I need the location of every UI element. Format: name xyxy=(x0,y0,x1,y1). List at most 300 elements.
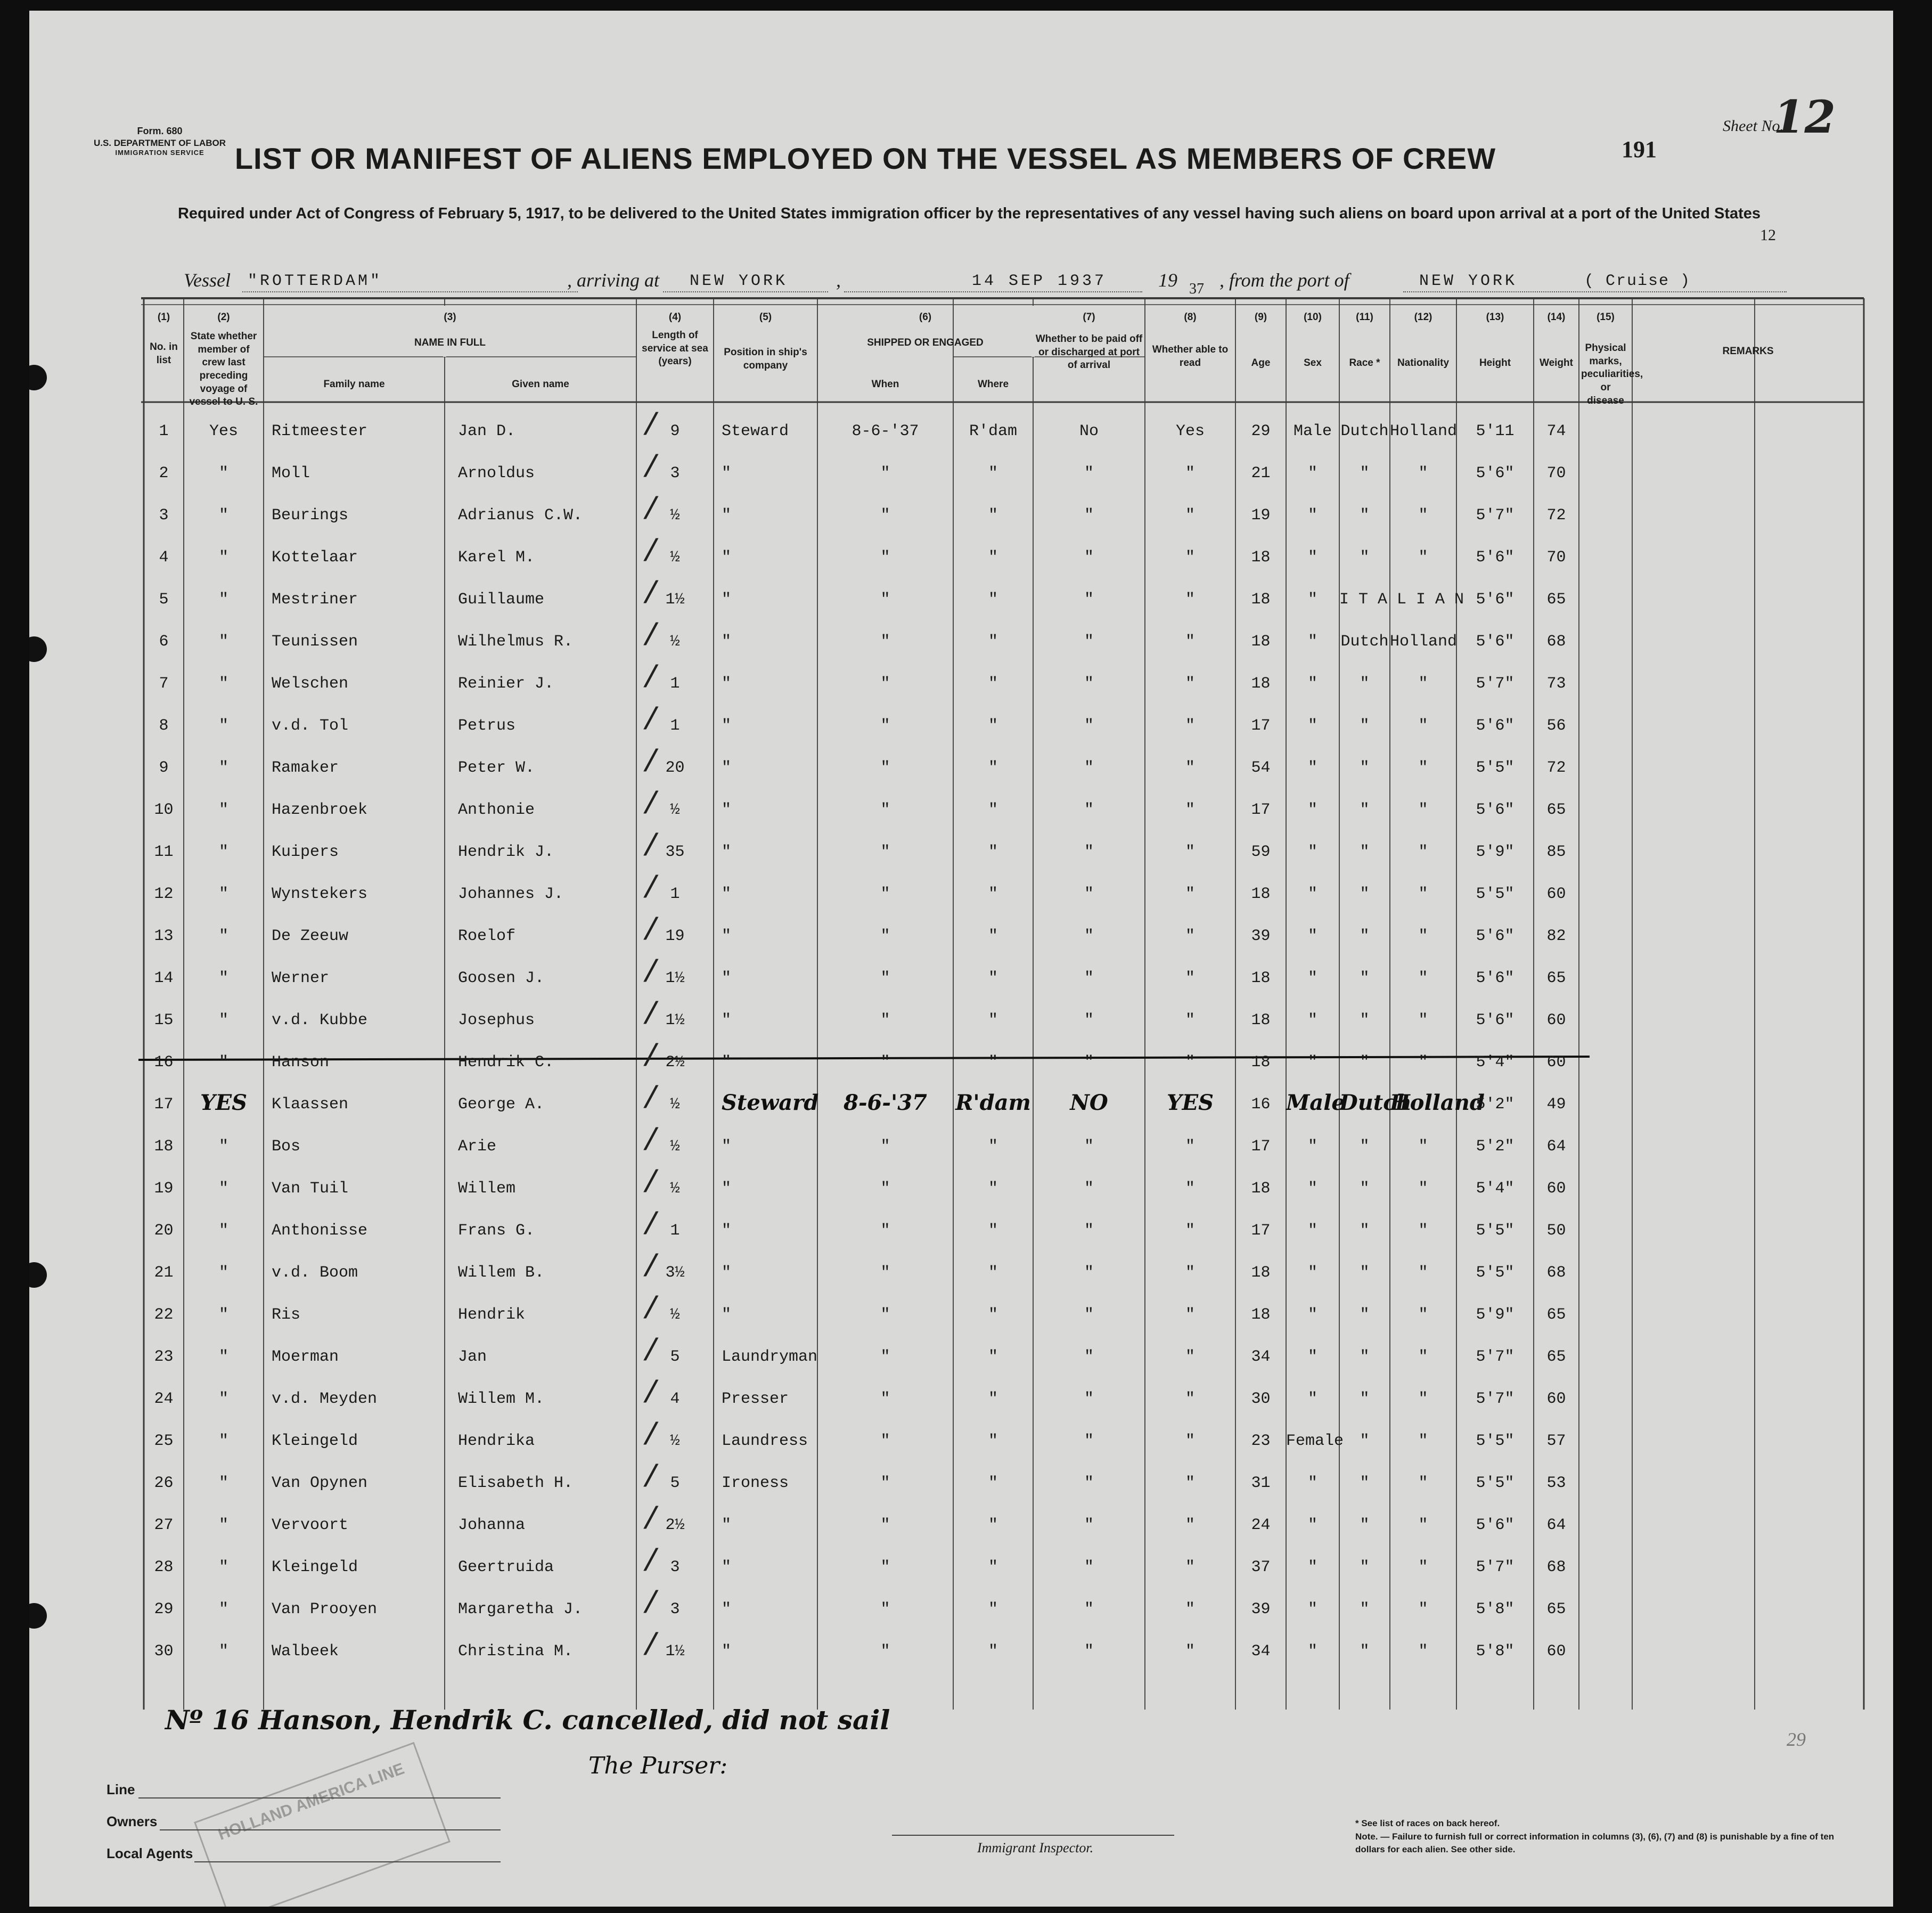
cell-height: 5'5" xyxy=(1476,1222,1515,1240)
cell-when: " xyxy=(880,969,890,987)
cell-service: ½ xyxy=(670,1432,680,1450)
cell-race: " xyxy=(1360,506,1370,525)
cell-read: " xyxy=(1185,1053,1195,1072)
vessel-label: Vessel xyxy=(184,269,231,291)
column-header: No. in list xyxy=(150,341,178,366)
cell-paid: " xyxy=(1084,1011,1094,1029)
cell-no: 10 xyxy=(154,801,174,819)
cell-age: 16 xyxy=(1251,1096,1271,1114)
cell-nationality: " xyxy=(1418,1474,1428,1492)
tally-mark: / xyxy=(642,1335,660,1370)
cell-sex: " xyxy=(1307,506,1317,525)
cell-no: 22 xyxy=(154,1306,174,1324)
cell-family: Teunissen xyxy=(272,633,358,651)
cell-race: " xyxy=(1360,1053,1370,1072)
cell-height: 5'11 xyxy=(1476,422,1515,440)
tally-mark: / xyxy=(642,1503,660,1538)
tally-mark: / xyxy=(642,1630,660,1664)
cell-where: " xyxy=(988,1474,998,1492)
cell-nationality: " xyxy=(1418,1432,1428,1450)
cell-weight: 64 xyxy=(1546,1516,1566,1534)
cell-height: 5'6" xyxy=(1476,969,1515,987)
column-number: (11) xyxy=(1356,312,1373,323)
cell-age: 29 xyxy=(1251,422,1271,440)
tally-mark: / xyxy=(642,1167,660,1201)
cell-nationality: " xyxy=(1418,1600,1428,1618)
cell-prev: " xyxy=(218,885,228,903)
cell-height: 5'5" xyxy=(1476,1264,1515,1282)
cell-paid: " xyxy=(1084,549,1094,567)
cell-position: " xyxy=(722,1138,732,1156)
cell-position: " xyxy=(722,801,732,819)
footnote-races: * See list of races on back hereof. xyxy=(1355,1818,1500,1828)
cell-read: " xyxy=(1185,759,1195,777)
cell-sex: " xyxy=(1307,843,1317,861)
cell-read: " xyxy=(1185,801,1195,819)
company-stamp: HOLLAND AMERICA LINE xyxy=(194,1742,451,1907)
cell-age: 37 xyxy=(1251,1558,1271,1576)
cell-read: " xyxy=(1185,1011,1195,1029)
cell-position: " xyxy=(722,969,732,987)
cell-age: 18 xyxy=(1251,633,1271,651)
cell-age: 39 xyxy=(1251,927,1271,945)
cell-service: ½ xyxy=(670,801,680,819)
cell-where: R'dam xyxy=(955,1090,1031,1115)
line-label: Line xyxy=(107,1781,135,1797)
cell-height: 5'5" xyxy=(1476,885,1515,903)
cell-race: " xyxy=(1360,1474,1370,1492)
cell-no: 28 xyxy=(154,1558,174,1576)
cell-no: 14 xyxy=(154,969,174,987)
cell-sex: " xyxy=(1307,1516,1317,1534)
cell-no: 5 xyxy=(159,591,169,609)
cell-family: Walbeek xyxy=(272,1642,339,1661)
column-number: (15) xyxy=(1597,312,1615,323)
cell-family: Moerman xyxy=(272,1348,339,1366)
tally-mark: / xyxy=(642,620,660,655)
cell-no: 3 xyxy=(159,506,169,525)
cell-no: 17 xyxy=(154,1096,174,1114)
cell-no: 2 xyxy=(159,464,169,483)
cell-sex: " xyxy=(1307,1180,1317,1198)
cell-given: Jan xyxy=(458,1348,487,1366)
cell-age: 59 xyxy=(1251,843,1271,861)
cell-read: " xyxy=(1185,591,1195,609)
cell-sex: " xyxy=(1307,885,1317,903)
cell-where: " xyxy=(988,1222,998,1240)
cell-nationality: " xyxy=(1418,464,1428,483)
service: IMMIGRATION SERVICE xyxy=(115,148,204,157)
cell-weight: 50 xyxy=(1546,1222,1566,1240)
cell-age: 23 xyxy=(1251,1432,1271,1450)
cell-position: " xyxy=(722,506,732,525)
cell-sex: Male xyxy=(1286,1090,1345,1115)
cell-weight: 70 xyxy=(1546,464,1566,483)
cell-read: " xyxy=(1185,464,1195,483)
cell-nationality: Holland xyxy=(1390,1090,1485,1115)
cell-position: " xyxy=(722,759,732,777)
cell-position: " xyxy=(722,717,732,735)
cell-race: " xyxy=(1360,1390,1370,1408)
cell-read: " xyxy=(1185,969,1195,987)
cell-nationality: " xyxy=(1418,1642,1428,1661)
cell-race: " xyxy=(1360,1642,1370,1661)
cell-no: 13 xyxy=(154,927,174,945)
arrival-date: 14 SEP 1937 xyxy=(972,272,1107,290)
cell-service: 3½ xyxy=(665,1264,685,1282)
cell-nationality: Holland xyxy=(1390,422,1458,440)
cell-sex: " xyxy=(1307,969,1317,987)
cell-position: Steward xyxy=(722,1090,819,1115)
cell-weight: 68 xyxy=(1546,1264,1566,1282)
cell-nationality: " xyxy=(1418,1516,1428,1534)
table-grid xyxy=(29,11,1893,1907)
cell-prev: " xyxy=(218,1600,228,1618)
cell-race: " xyxy=(1360,1222,1370,1240)
column-header: Weight xyxy=(1540,357,1573,369)
cell-when: " xyxy=(880,1011,890,1029)
cell-paid: " xyxy=(1084,506,1094,525)
cell-no: 8 xyxy=(159,717,169,735)
cell-given: Wilhelmus R. xyxy=(458,633,574,651)
tally-mark: / xyxy=(642,1588,660,1622)
cell-weight: 68 xyxy=(1546,1558,1566,1576)
cell-no: 7 xyxy=(159,675,169,693)
tally-mark: / xyxy=(642,1251,660,1286)
cell-nationality: " xyxy=(1418,1180,1428,1198)
cell-where: " xyxy=(988,1432,998,1450)
cell-paid: NO xyxy=(1070,1090,1108,1115)
cell-given: Adrianus C.W. xyxy=(458,506,583,525)
tally-mark: / xyxy=(642,1546,660,1580)
cell-family: Vervoort xyxy=(272,1516,349,1534)
cell-no: 11 xyxy=(154,843,174,861)
cell-height: 5'6" xyxy=(1476,927,1515,945)
cell-paid: " xyxy=(1084,1558,1094,1576)
cell-age: 17 xyxy=(1251,1138,1271,1156)
cell-family: Beurings xyxy=(272,506,349,525)
cell-given: George A. xyxy=(458,1096,545,1114)
cell-family: v.d. Kubbe xyxy=(272,1011,368,1029)
cell-position: Presser xyxy=(722,1390,789,1408)
cell-race: " xyxy=(1360,1516,1370,1534)
cell-weight: 60 xyxy=(1546,1642,1566,1661)
column-number: (2) xyxy=(217,312,230,323)
cell-race: " xyxy=(1360,464,1370,483)
cell-no: 1 xyxy=(159,422,169,440)
cell-race: " xyxy=(1360,927,1370,945)
column-header: Height xyxy=(1479,357,1511,369)
cell-position: Steward xyxy=(722,422,789,440)
cell-position: Laundryman xyxy=(722,1348,818,1366)
cell-when: " xyxy=(880,1474,890,1492)
column-header: Race * xyxy=(1349,357,1380,369)
cell-height: 5'6" xyxy=(1476,633,1515,651)
cell-when: " xyxy=(880,759,890,777)
cell-given: Margaretha J. xyxy=(458,1600,583,1618)
cell-prev: " xyxy=(218,1432,228,1450)
cell-read: " xyxy=(1185,1516,1195,1534)
cell-no: 16 xyxy=(154,1053,174,1072)
cell-age: 21 xyxy=(1251,464,1271,483)
cell-paid: " xyxy=(1084,1222,1094,1240)
cell-no: 6 xyxy=(159,633,169,651)
cell-read: " xyxy=(1185,549,1195,567)
cell-prev: " xyxy=(218,759,228,777)
cell-where: " xyxy=(988,1053,998,1072)
cell-when: " xyxy=(880,1180,890,1198)
cell-where: " xyxy=(988,549,998,567)
cell-service: 1 xyxy=(670,675,680,693)
cancellation-note: Nº 16 Hanson, Hendrik C. cancelled, did not sail xyxy=(165,1704,890,1736)
cell-service: 3 xyxy=(670,1600,680,1618)
cell-when: " xyxy=(880,1600,890,1618)
cell-race: " xyxy=(1360,1348,1370,1366)
cell-family: Klaassen xyxy=(272,1096,349,1114)
cell-prev: " xyxy=(218,1348,228,1366)
cell-position: Ironess xyxy=(722,1474,789,1492)
cell-given: Hendrik J. xyxy=(458,843,554,861)
cell-when: " xyxy=(880,927,890,945)
cell-family: Bos xyxy=(272,1138,301,1156)
cell-race: " xyxy=(1360,801,1370,819)
cell-when: " xyxy=(880,506,890,525)
cell-nationality: Holland xyxy=(1390,633,1458,651)
cell-sex: Female xyxy=(1286,1432,1344,1450)
cell-height: 5'6" xyxy=(1476,464,1515,483)
subtitle: Required under Act of Congress of February 5, 1917, to be delivered to the United States immigration officer by the representatives of any vessel having such aliens on board upon arrival at a port of the United States xyxy=(177,205,1761,222)
cell-position: " xyxy=(722,591,732,609)
cell-read: " xyxy=(1185,1600,1195,1618)
cell-service: 20 xyxy=(665,759,685,777)
cell-paid: " xyxy=(1084,591,1094,609)
cell-when: " xyxy=(880,591,890,609)
cell-prev: " xyxy=(218,464,228,483)
purser-signature-label: The Purser: xyxy=(588,1752,728,1779)
tally-mark: / xyxy=(642,1041,660,1075)
cell-age: 18 xyxy=(1251,591,1271,609)
tally-mark: / xyxy=(642,662,660,697)
cell-given: Hendrik xyxy=(458,1306,526,1324)
cell-weight: 60 xyxy=(1546,1053,1566,1072)
cell-paid: " xyxy=(1084,759,1094,777)
cell-height: 5'7" xyxy=(1476,506,1515,525)
cell-nationality: " xyxy=(1418,843,1428,861)
cell-family: Van Tuil xyxy=(272,1180,349,1198)
cell-sex: " xyxy=(1307,464,1317,483)
from-port-label: , from the port of xyxy=(1219,269,1349,291)
cell-weight: 60 xyxy=(1546,1180,1566,1198)
tally-mark: / xyxy=(642,830,660,865)
cell-race: " xyxy=(1360,1600,1370,1618)
cell-prev: " xyxy=(218,1222,228,1240)
cell-family: Ris xyxy=(272,1306,301,1324)
cell-given: Christina M. xyxy=(458,1642,574,1661)
immigrant-inspector-label: Immigrant Inspector. xyxy=(977,1840,1094,1855)
cell-service: 1½ xyxy=(665,969,685,987)
cell-service: ½ xyxy=(670,506,680,525)
cell-age: 18 xyxy=(1251,1053,1271,1072)
cell-where: " xyxy=(988,969,998,987)
cell-read: " xyxy=(1185,843,1195,861)
cell-sex: " xyxy=(1307,1011,1317,1029)
cell-given: Johanna xyxy=(458,1516,526,1534)
cell-height: 5'7" xyxy=(1476,1390,1515,1408)
cell-service: 1 xyxy=(670,1222,680,1240)
cell-where: " xyxy=(988,759,998,777)
cell-height: 5'6" xyxy=(1476,717,1515,735)
tally-mark: / xyxy=(642,1125,660,1159)
cell-prev: " xyxy=(218,1474,228,1492)
cell-weight: 65 xyxy=(1546,591,1566,609)
cell-when: " xyxy=(880,1306,890,1324)
cell-family: Ramaker xyxy=(272,759,339,777)
cell-family: De Zeeuw xyxy=(272,927,349,945)
cell-where: " xyxy=(988,1600,998,1618)
cell-service: 3 xyxy=(670,464,680,483)
cell-race: " xyxy=(1360,549,1370,567)
cell-given: Frans G. xyxy=(458,1222,535,1240)
tally-mark: / xyxy=(642,1209,660,1244)
cell-sex: " xyxy=(1307,675,1317,693)
column-header: Position in ship's company xyxy=(724,347,807,371)
manifest-sheet xyxy=(29,11,1893,1907)
cell-given: Arie xyxy=(458,1138,497,1156)
cell-where: " xyxy=(988,633,998,651)
cell-prev: " xyxy=(218,1306,228,1324)
cell-when: " xyxy=(880,1222,890,1240)
cell-age: 17 xyxy=(1251,801,1271,819)
cell-paid: " xyxy=(1084,717,1094,735)
cell-nationality: " xyxy=(1418,927,1428,945)
cell-paid: " xyxy=(1084,1600,1094,1618)
from-port: NEW YORK xyxy=(1419,272,1518,290)
cell-paid: " xyxy=(1084,1474,1094,1492)
cell-no: 20 xyxy=(154,1222,174,1240)
cell-given: Goosen J. xyxy=(458,969,545,987)
cell-age: 18 xyxy=(1251,549,1271,567)
cell-paid: " xyxy=(1084,885,1094,903)
cell-position: " xyxy=(722,1180,732,1198)
cell-given: Reinier J. xyxy=(458,675,554,693)
cell-family: Van Opynen xyxy=(272,1474,368,1492)
cell-weight: 60 xyxy=(1546,1390,1566,1408)
cell-height: 5'6" xyxy=(1476,591,1515,609)
cell-nationality: " xyxy=(1418,1306,1428,1324)
cell-service: 19 xyxy=(665,927,685,945)
tally-mark: / xyxy=(642,452,660,486)
cell-nationality: " xyxy=(1418,1053,1428,1072)
cell-read: " xyxy=(1185,1474,1195,1492)
cell-age: 17 xyxy=(1251,717,1271,735)
column-number: (7) xyxy=(1083,312,1095,323)
cell-weight: 57 xyxy=(1546,1432,1566,1450)
cell-service: 3 xyxy=(670,1558,680,1576)
cell-prev: " xyxy=(218,1642,228,1661)
tally-mark: / xyxy=(642,1419,660,1454)
tally-mark: / xyxy=(642,578,660,612)
cell-race: " xyxy=(1360,969,1370,987)
cell-family: Van Prooyen xyxy=(272,1600,378,1618)
cell-service: ½ xyxy=(670,549,680,567)
cell-service: 1 xyxy=(670,885,680,903)
cell-paid: " xyxy=(1084,1390,1094,1408)
cell-sex: " xyxy=(1307,801,1317,819)
cell-position: " xyxy=(722,1600,732,1618)
cell-given: Petrus xyxy=(458,717,516,735)
cell-family: Hanson xyxy=(272,1053,330,1072)
cell-position: " xyxy=(722,675,732,693)
cell-weight: 65 xyxy=(1546,1306,1566,1324)
footnotes xyxy=(1355,1817,1835,1857)
cell-weight: 65 xyxy=(1546,969,1566,987)
cell-race: " xyxy=(1360,1432,1370,1450)
cell-no: 24 xyxy=(154,1390,174,1408)
cell-when: " xyxy=(880,549,890,567)
cell-weight: 60 xyxy=(1546,1011,1566,1029)
cell-prev: " xyxy=(218,633,228,651)
arriving-label: , arriving at xyxy=(567,269,660,291)
cell-read: " xyxy=(1185,927,1195,945)
cell-family: Kleingeld xyxy=(272,1432,358,1450)
cell-nationality: " xyxy=(1418,506,1428,525)
cell-family: Werner xyxy=(272,969,330,987)
cell-read: " xyxy=(1185,1264,1195,1282)
cell-race: " xyxy=(1360,1264,1370,1282)
cell-age: 18 xyxy=(1251,1264,1271,1282)
cell-read: " xyxy=(1185,1558,1195,1576)
cell-nationality: " xyxy=(1418,1264,1428,1282)
cell-weight: 60 xyxy=(1546,885,1566,903)
cell-family: Anthonisse xyxy=(272,1222,368,1240)
cell-paid: " xyxy=(1084,1516,1094,1534)
cell-where: " xyxy=(988,591,998,609)
cell-nationality: " xyxy=(1418,759,1428,777)
cell-sex: " xyxy=(1307,633,1317,651)
cell-position: " xyxy=(722,1642,732,1661)
pencil-mark: 29 xyxy=(1787,1729,1806,1750)
cell-read: " xyxy=(1185,675,1195,693)
cell-sex: " xyxy=(1307,1222,1317,1240)
cell-where: " xyxy=(988,506,998,525)
tally-mark: / xyxy=(642,410,660,444)
year-suffix: 37 xyxy=(1189,281,1204,297)
cell-height: 5'6" xyxy=(1476,801,1515,819)
cell-weight: 82 xyxy=(1546,927,1566,945)
department: U.S. DEPARTMENT OF LABOR xyxy=(93,137,226,148)
cell-when: " xyxy=(880,1138,890,1156)
cell-prev: Yes xyxy=(209,422,238,440)
cell-no: 12 xyxy=(154,885,174,903)
cell-when: " xyxy=(880,843,890,861)
cell-given: Arnoldus xyxy=(458,464,535,483)
cell-when: 8-6-'37 xyxy=(852,422,919,440)
cell-service: ½ xyxy=(670,1138,680,1156)
cell-prev: YES xyxy=(200,1090,247,1115)
cell-age: 18 xyxy=(1251,969,1271,987)
cell-sex: " xyxy=(1307,1600,1317,1618)
cell-height: 5'2" xyxy=(1476,1096,1515,1114)
cell-given: Jan D. xyxy=(458,422,516,440)
arrival-port: NEW YORK xyxy=(690,272,788,290)
cell-race: " xyxy=(1360,675,1370,693)
cell-service: 4 xyxy=(670,1390,680,1408)
cell-age: 19 xyxy=(1251,506,1271,525)
cell-weight: 56 xyxy=(1546,717,1566,735)
cell-where: " xyxy=(988,1558,998,1576)
cell-position: " xyxy=(722,927,732,945)
column-number: (9) xyxy=(1254,312,1267,323)
